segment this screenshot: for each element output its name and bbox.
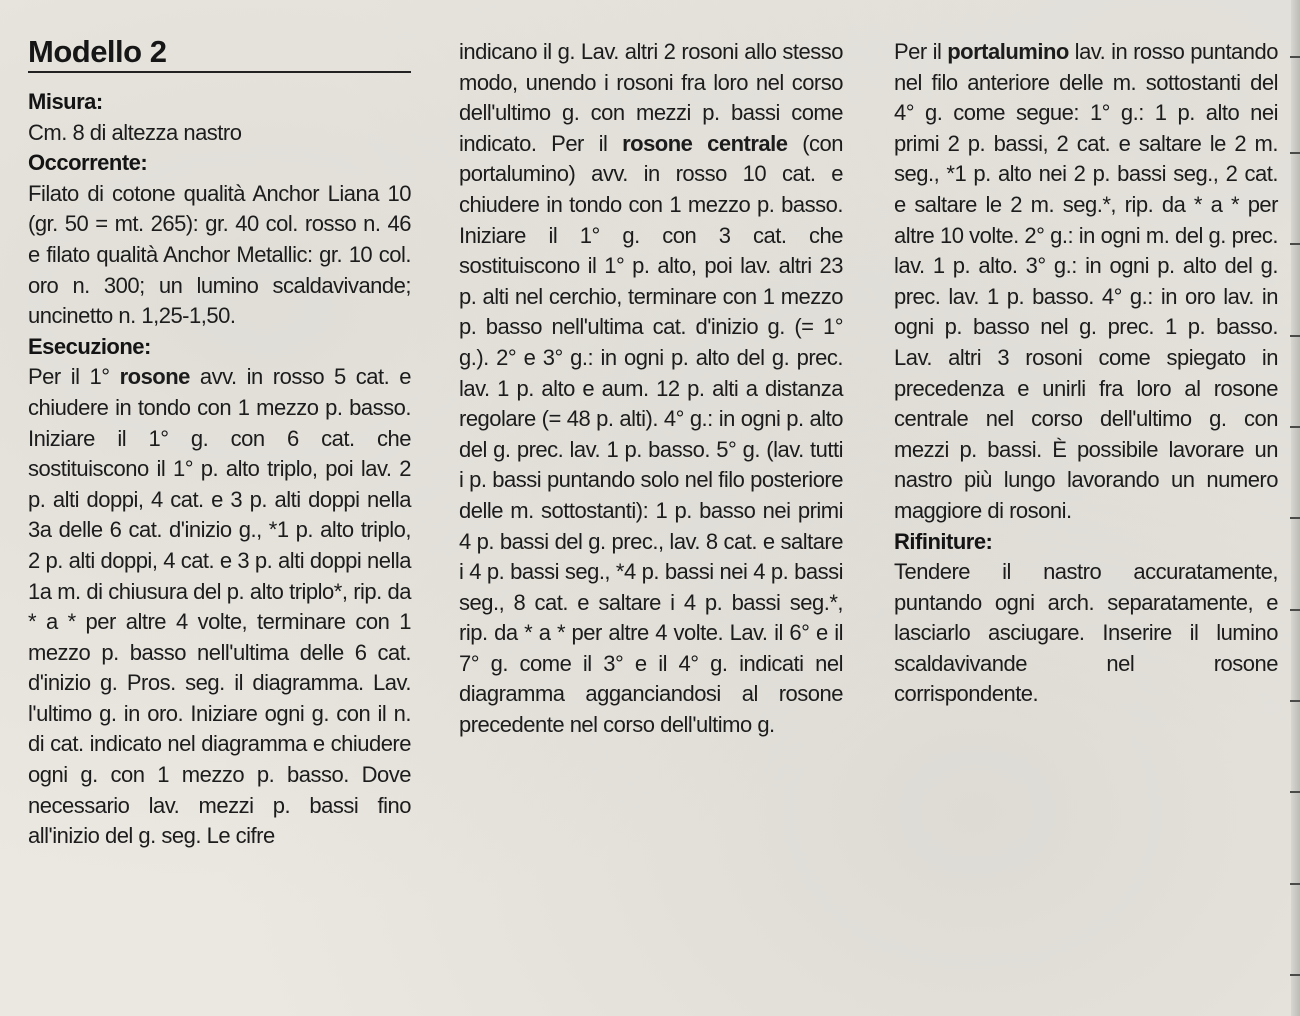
occorrente-heading: Occorrente: [28,150,148,176]
middle-text-rest: (con portalumino) avv. in rosso 10 cat. e chiudere in tondo con 1 mezzo p. basso. Iniziare il 1° g. con 3 cat. che sostituiscono il 1° p. alto, poi lav. altri 23 p. alti nel cerchio, terminare con 1 mezzo p. basso nell'ultima cat. d'inizio g. (= 1° g.). 2° e 3° g.: in ogni p. alto del g. prec. lav. 1 p. alto e aum. 12 p. alti a distanza regolare (= 48 p. alti). 4° g.: in ogni p. alto del g. prec. lav. 1 p. basso. 5° g. (lav. tutti i p. bassi puntando solo nel filo posteriore delle m. sottostanti): 1 p. basso nei primi 4 p. bassi del g. prec., lav. 8 cat. e saltare i 4 p. bassi seg., *4 p. bassi nei 4 p. bassi seg., 8 cat. e saltare i 4 p. bassi seg.*, rip. da * a * per altre 4 volte. Lav. il 6° e il 7° g. come il 3° e il 4° g. indicati nel diagramma agganciandosi al rosone precedente nel corso dell'ultimo g. [459,130,843,738]
edge-tick [1290,426,1300,428]
edge-tick [1290,974,1300,976]
edge-tick [1290,56,1300,58]
esecuzione-paragraph [28,362,411,852]
misura-text: Cm. 8 di altezza nastro [28,119,242,145]
middle-text-start: indicano il g. Lav. altri 2 rosoni allo stesso modo, unendo i rosoni fra loro nel corso dell'ultimo g. con mezzi p. bassi come indicato. Per il [459,39,843,156]
edge-tick [1290,517,1300,519]
rifiniture-text: Tendere il nastro accuratamente, puntando ogni arch. separatamente, e lasciarlo asciugare. Inserire il lumino scaldavivande nel rosone corrispondente. [894,559,1278,707]
column-right [894,37,1278,710]
edge-tick [1290,791,1300,793]
edge-tick [1290,883,1300,885]
right-paragraph [894,37,1278,527]
right-text-start: Per il [894,39,948,64]
edge-tick [1290,609,1300,611]
middle-bold-rosone-centrale: rosone centrale [622,130,788,156]
title-underline [28,71,411,73]
right-text-rest: lav. in rosso puntando nel filo anteriore delle m. sottostanti del 4° g. come segue: 1° g.: 1 p. alto nei primi 2 p. bassi, 2 cat. e saltare le 2 m. seg., *1 p. alto nei 2 p. bassi seg., 2 cat. e saltare le 2 m. seg.*, rip. da * a * per altre 10 volte. 2° g.: in ogni m. del g. prec. lav. 1 p. alto. 3° g.: in ogni p. alto del g. prec. lav. 1 p. basso. 4° g.: in oro lav. in ogni p. basso nel g. prec. 1 p. basso. Lav. altri 3 rosoni come spiegato in precedenza e unirli fra loro al rosone centrale nel corso dell'ultimo g. con mezzi p. bassi. È possibile lavorare un nastro più lungo lavorando un numero maggiore di rosoni. [894,39,1278,523]
edge-tick [1290,335,1300,337]
edge-tick [1290,243,1300,245]
esecuzione-heading: Esecuzione: [28,333,151,359]
edge-tick [1290,700,1300,702]
middle-paragraph [459,37,843,741]
right-bold-portalumino: portalumino [947,39,1069,64]
occorrente-text: Filato di cotone qualità Anchor Liana 10 (gr. 50 = mt. 265): gr. 40 col. rosso n. 46 e filato qualità Anchor Metallic: gr. 10 col. oro n. 300; un lumino scaldavivande; uncinetto n. 1,25-1,50. [28,180,411,329]
column-middle [459,37,843,741]
column-left [28,33,411,852]
esecuzione-text-start: Per il 1° [28,364,120,390]
esecuzione-text-rest: avv. in rosso 5 cat. e chiudere in tondo con 1 mezzo p. basso. Iniziare il 1° g. con 6 cat. che sostituiscono il 1° p. alto triplo, poi lav. 2 p. alti doppi, 4 cat. e 3 p. alti doppi nella 3a delle 6 cat. d'inizio g., *1 p. alto triplo, 2 p. alti doppi, 4 cat. e 3 p. alti doppi nella 1a m. di chiusura del p. alto triplo*, rip. da * a * per altre 4 volte, terminare con 1 mezzo p. basso nell'ultima delle 6 cat. d'inizio g. Pros. seg. il diagramma. Lav. l'ultimo g. in oro. Iniziare ogni g. con il n. di cat. indicato nel diagramma e chiudere ogni g. con 1 mezzo p. basso. Dove necessario lav. mezzi p. bassi fino all'inizio del g. seg. Le cifre [28,364,411,849]
esecuzione-bold-rosone: rosone [119,364,190,390]
page-title: Modello 2 [28,34,167,69]
misura-heading: Misura: [28,89,103,114]
rifiniture-heading: Rifiniture: [894,528,993,554]
edge-tick [1290,152,1300,154]
